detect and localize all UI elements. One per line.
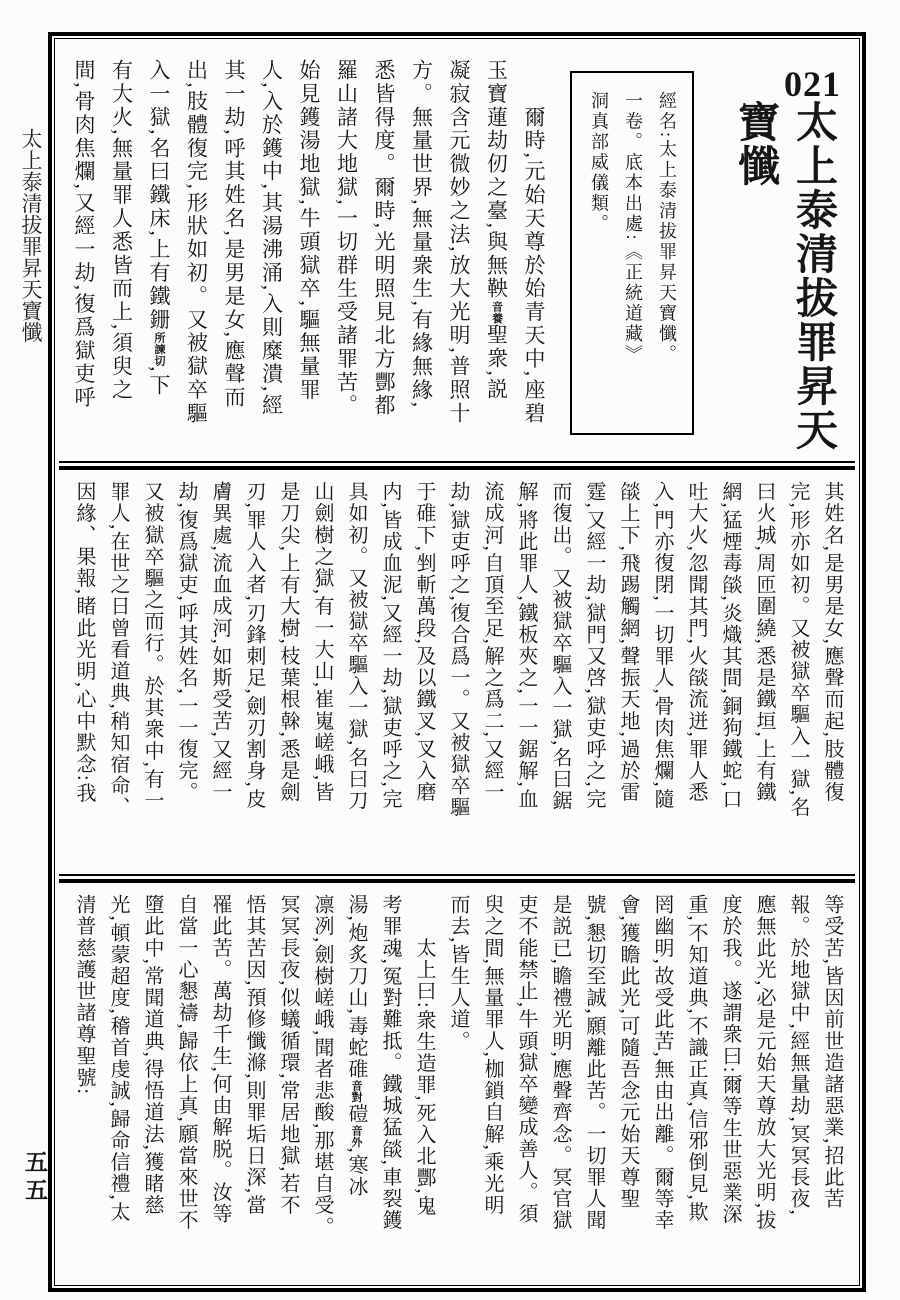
text-column: 經名:太上泰清拔罪昇天寶懺。 <box>657 91 677 366</box>
text-column: 刃,罪人入者,刃鋒刺足,劍刃割身,皮 <box>243 481 265 810</box>
colophon-box <box>570 71 694 435</box>
text-column: 始見鑊湯地獄,牛頭獄卒,驅無量罪 <box>297 59 321 402</box>
main-title: 太上泰清拔罪昇天 <box>790 100 836 452</box>
text-column: 霆,又經一劫,獄門又啓,獄吏呼之,完 <box>583 481 605 810</box>
text-column: 有大火,無量罪人悉皆而上,須臾之 <box>109 59 134 402</box>
pronunciation-gloss: 音對 <box>350 1080 362 1103</box>
text-column: 湯,炮炙刀山,毒蛇碓音對磑音外,寒冰 <box>345 894 367 1198</box>
text-column: 罹此苦。萬劫千生,何由解脱。汝等 <box>209 894 231 1225</box>
pronunciation-gloss: 音外 <box>350 1124 362 1148</box>
scripture-band-top <box>59 43 855 461</box>
text-column: 冥冥長夜,似蟻循環,常居地獄,若不 <box>277 894 299 1217</box>
text-column: 洞真部威儀類。 <box>589 91 609 235</box>
text-column: 墮此中,常聞道典,得悟道法,獲睹慈 <box>141 894 163 1217</box>
text-column: 方。無量世界,無量衆生,有緣無緣, <box>409 59 434 410</box>
text-column: 羅山諸大地獄,一切群生受諸罪苦。 <box>334 59 359 418</box>
text-column: 爾時,元始天尊於始青天中,座碧 <box>522 59 546 426</box>
text-column: 流成河,自頂至足,解之爲二,又經一 <box>481 481 503 804</box>
page-frame <box>48 32 866 1292</box>
text-column: 考罪魂,冤對難抵。鐵城猛燄,車裂鑊 <box>379 894 401 1232</box>
text-column: 入,門亦復閉,一切罪人,骨肉焦爛,隨 <box>651 481 673 810</box>
text-column: 劫,復爲獄吏,呼其姓名,一一復完。 <box>175 481 197 804</box>
text-column: 入一獄,名曰鐵床,上有鐵銏所諫切,下 <box>147 59 171 398</box>
text-column: 報。於地獄中,經無量劫,冥冥長夜, <box>787 894 809 1217</box>
text-column: 悟其苦因,預修懺滌,則罪垢日深,當 <box>243 894 265 1217</box>
pronunciation-gloss: 音養 <box>490 300 503 324</box>
text-column: 號,懇切至誠,願離此苦。一切罪人聞 <box>583 894 605 1232</box>
text-column: 凛冽,劍樹嵯峨,聞者悲酸,那堪自受。 <box>311 894 333 1238</box>
text-column: 等受苦,皆因前世造諸惡業,招此苦 <box>821 894 843 1210</box>
text-column: 自當一心懇禱,歸依上真,願當來世不 <box>175 894 197 1232</box>
text-column: 曰火城,周匝圍繞,悉是鐵垣,上有鐵 <box>753 481 775 804</box>
text-column: 其一劫,呼其姓名,是男是女,應聲而 <box>222 59 246 410</box>
scripture-text-bottom <box>63 894 849 1276</box>
text-column: 太上曰:衆生造罪,死入北酆,鬼 <box>413 894 435 1217</box>
scripture-text-middle <box>63 481 849 869</box>
band-divider-rule <box>59 874 855 883</box>
text-column: 解,將此罪人,鐵板夾之,一一鋸解,血 <box>515 481 537 810</box>
text-column: 度於我。遂謂衆曰:爾等生世惡業深 <box>719 894 741 1226</box>
text-column: 其姓名,是男是女,應聲而起,肢體復 <box>821 481 843 804</box>
text-column: 玉寶蓮劫仞之臺,與無鞅音養聖衆,説 <box>484 59 509 402</box>
margin-running-title: 太上泰清拔罪昇天寶懺 <box>19 128 43 343</box>
text-column: 燄上下,飛踢觸網,聲振天地,過於雷 <box>617 481 639 804</box>
page-number: 五五 <box>22 1150 47 1206</box>
scripture-band-middle <box>59 470 855 874</box>
text-column: 于碓下,剉斬萬段,及以鐵叉,叉入磨 <box>413 481 435 804</box>
text-column: 人,入於鑊中,其湯沸涌,入則糜潰,經 <box>259 59 284 418</box>
main-title-second-line: 寶懺 <box>732 100 778 188</box>
pronunciation-gloss: 所諫切 <box>153 331 165 367</box>
text-column: 罔幽明,故受此苦,無由出離。爾等幸 <box>651 894 673 1232</box>
text-column: 山劍樹之獄,有一大山,崔嵬嵯峨,皆 <box>311 481 333 804</box>
text-column: 清普慈護世諸尊聖號: <box>73 894 95 1096</box>
scripture-band-bottom <box>59 883 855 1281</box>
text-column: 完,形亦如初。又被獄卒驅入一獄,名 <box>787 481 809 819</box>
text-column: 具如初。又被獄卒驅入一獄,名曰刀 <box>345 481 367 812</box>
text-column: 劫,獄吏呼之,復合爲一。又被獄卒驅 <box>447 481 469 819</box>
text-column: 又被獄卒驅之而行。於其衆中,有一 <box>141 481 163 812</box>
band-divider-rule <box>59 461 855 470</box>
text-column: 是刀尖,上有大樹,枝葉根榦,悉是劍 <box>277 481 299 804</box>
text-column: 是説已,瞻禮光明,應聲齊念。冥官獄 <box>549 894 571 1232</box>
text-column: 因緣、果報,睹此光明,心中默念:我 <box>73 481 95 804</box>
text-column: 而復出。又被獄卒驅入一獄,名曰鋸 <box>549 481 571 812</box>
text-column: 網,猛煙毒燄,炎熾其間,銅狗鐵蛇,口 <box>719 481 741 810</box>
text-column: 光,頓蒙超度,稽首虔誠,歸命信禮,太 <box>107 894 129 1223</box>
text-column: 出,肢體復完,形狀如初。又被獄卒驅 <box>184 59 209 426</box>
text-column: 膚異處,流血成河,如斯受苦,又經一 <box>209 481 231 804</box>
text-column: 而去,皆生人道。 <box>447 894 469 1052</box>
text-column: 臾之間,無量罪人,枷鎖自解,乘光明 <box>481 894 503 1217</box>
text-column: 吏不能禁止,牛頭獄卒變成善人。須 <box>515 894 537 1225</box>
text-column: 悉皆得度。爾時,光明照見北方酆都 <box>372 59 396 418</box>
text-column: 間,骨肉焦爛,又經一劫,復爲獄吏呼 <box>72 59 96 410</box>
text-column: 重,不知道典,不識正真,信邪倒見,欺 <box>685 894 707 1223</box>
text-column: 會,獲瞻此光,可隨吾念元始天尊聖 <box>617 894 639 1210</box>
text-column: 吐大火,忽聞其門,火燄流迸,罪人悉 <box>685 481 707 804</box>
text-column: 一卷。底本出處:《正統道藏》 <box>623 91 643 366</box>
text-column: 罪人,在世之日曾看道典,稍知宿命、 <box>107 481 129 819</box>
text-column: 内,皆成血泥,又經一劫,獄吏呼之,完 <box>379 481 401 810</box>
text-column: 凝寂含元微妙之法,放大光明,普照十 <box>447 59 471 426</box>
text-column: 應無此光,必是元始天尊放大光明,拔 <box>753 894 775 1232</box>
scripture-index-number: 021 <box>784 64 841 104</box>
scripture-text-top <box>65 59 553 455</box>
